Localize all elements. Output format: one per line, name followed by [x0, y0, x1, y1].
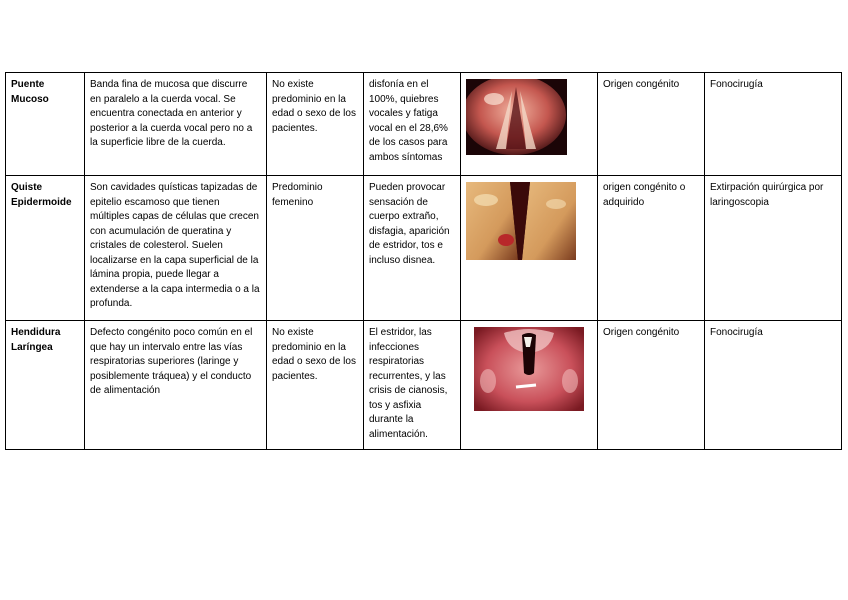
table-row	[6, 176, 842, 321]
sex-cell: No existe predominio en la edad o sexo de los pacientes.	[267, 73, 364, 176]
treatment-cell: Extirpación quirúrgica por laringoscopia	[705, 176, 842, 321]
image-cell	[461, 73, 598, 176]
table-row	[6, 73, 842, 176]
symptoms-cell: Pueden provocar sensación de cuerpo extraño, disfagia, aparición de estridor, tos e incluso disnea.	[364, 176, 461, 321]
description-cell: Defecto congénito poco común en el que hay un intervalo entre las vías respiratorias superiores (laringe y posiblemente tráquea) y el conducto de alimentación	[85, 321, 267, 450]
symptoms-cell: El estridor, las infecciones respiratorias recurrentes, y las crisis de cianosis, tos y asfixia durante la alimentación.	[364, 321, 461, 450]
origin-cell: Origen congénito	[598, 73, 705, 176]
term-cell: Puente Mucoso	[6, 73, 85, 176]
laryngeal-lesions-table	[5, 72, 842, 450]
image-cell	[461, 321, 598, 450]
origin-cell: origen congénito o adquirido	[598, 176, 705, 321]
description-cell: Banda fina de mucosa que discurre en paralelo a la cuerda vocal. Se encuentra conectada en anterior y posterior a la cuerda vocal pero no a la superficie libre de la cuerda.	[85, 73, 267, 176]
origin-cell: Origen congénito	[598, 321, 705, 450]
description-cell: Son cavidades quísticas tapizadas de epitelio escamoso que tienen múltiples capas de células que crecen con acumulación de queratina y cristales de colesterol. Suelen localizarse en la capa superficial de la lámina propia, puede llegar a extenderse a la capa intermedia o a la profunda.	[85, 176, 267, 321]
treatment-cell: Fonocirugía	[705, 321, 842, 450]
laryngoscopy-image-icon	[466, 182, 576, 260]
laryngoscopy-image-icon	[466, 79, 567, 155]
treatment-cell: Fonocirugía	[705, 73, 842, 176]
term-cell: Hendidura Laríngea	[6, 321, 85, 450]
symptoms-cell: disfonía en el 100%, quiebres vocales y fatiga vocal en el 28,6% de los casos para ambos síntomas	[364, 73, 461, 176]
term-cell: Quiste Epidermoide	[6, 176, 85, 321]
sex-cell: Predominio femenino	[267, 176, 364, 321]
table-row	[6, 321, 842, 450]
image-cell	[461, 176, 598, 321]
sex-cell: No existe predominio en la edad o sexo de los pacientes.	[267, 321, 364, 450]
laryngoscopy-image-icon	[474, 327, 584, 411]
